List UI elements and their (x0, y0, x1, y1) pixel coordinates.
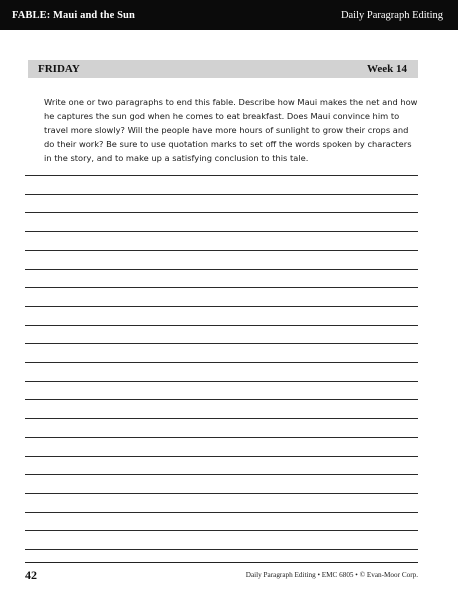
writing-line[interactable] (25, 343, 418, 344)
writing-line[interactable] (25, 212, 418, 213)
writing-line[interactable] (25, 549, 418, 550)
writing-line[interactable] (25, 306, 418, 307)
instructions-text: Write one or two paragraphs to end this fable. Describe how Maui makes the net and how he captures the sun god when he comes to eat breakfast. Does Maui convince him to travel more slowly? Will the people have more hours of sunlight to grow their crops and do their work? Be sure to use quotation marks to set off the words spoken by characters in the story, and to make up a satisfying conclusion to this tale. (44, 97, 418, 163)
page-number: 42 (25, 568, 37, 582)
book-title: Daily Paragraph Editing (340, 9, 443, 21)
writing-line[interactable] (25, 250, 418, 251)
writing-line[interactable] (25, 287, 418, 288)
writing-line[interactable] (25, 269, 418, 270)
writing-line[interactable] (25, 474, 418, 475)
writing-line[interactable] (25, 362, 418, 363)
week-label: Week 14 (366, 63, 407, 75)
writing-line[interactable] (25, 175, 418, 176)
writing-line[interactable] (25, 325, 418, 326)
writing-line[interactable] (25, 456, 418, 457)
writing-line[interactable] (25, 512, 418, 513)
writing-line[interactable] (25, 437, 418, 438)
footer-credit: Daily Paragraph Editing • EMC 6805 • © Evan-Moor Corp. (245, 571, 418, 579)
writing-line[interactable] (25, 194, 418, 195)
writing-line[interactable] (25, 231, 418, 232)
writing-line[interactable] (25, 418, 418, 419)
writing-line[interactable] (25, 530, 418, 531)
day-band (28, 60, 418, 78)
page-header (0, 0, 458, 30)
writing-line[interactable] (25, 381, 418, 382)
writing-line[interactable] (25, 493, 418, 494)
day-label: FRIDAY (38, 63, 80, 75)
footer-divider (25, 562, 418, 563)
writing-line[interactable] (25, 399, 418, 400)
fable-title: FABLE: Maui and the Sun (12, 9, 135, 21)
